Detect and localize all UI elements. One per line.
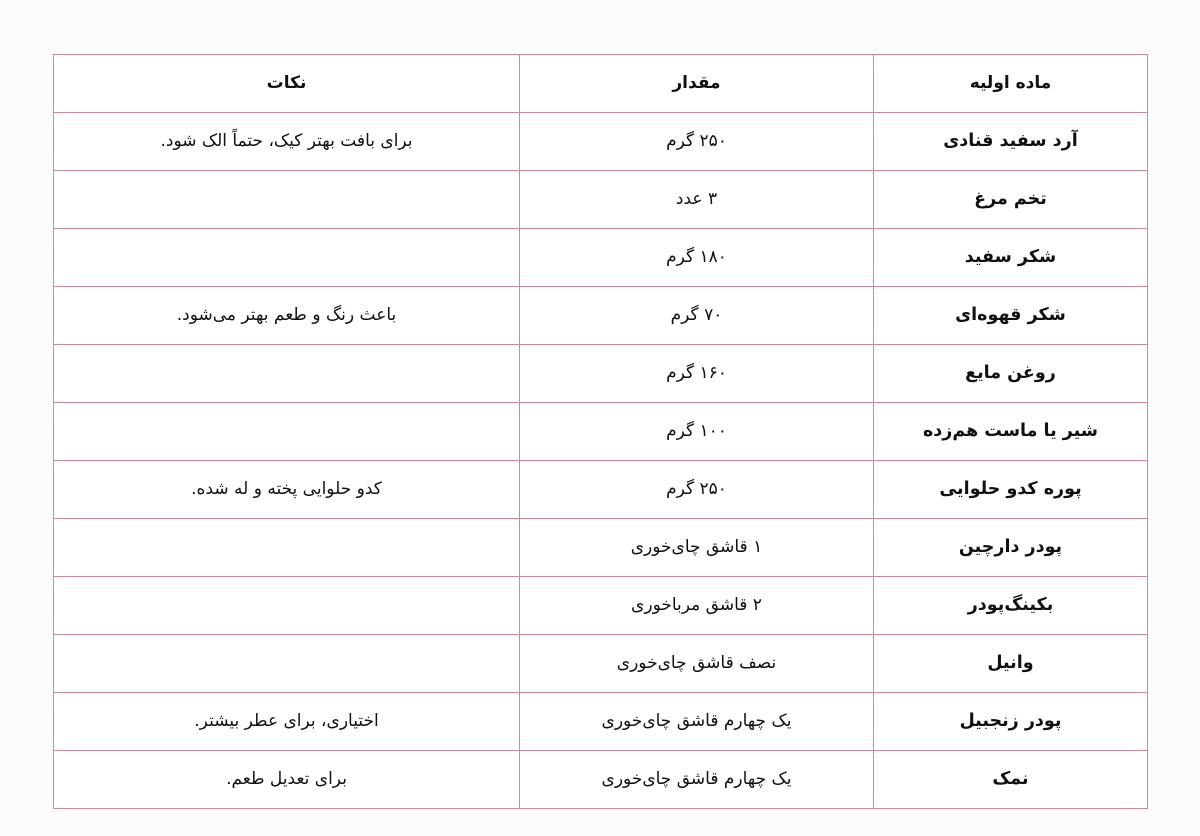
table-row — [54, 635, 1148, 693]
ingredient-cell: شکر سفید — [874, 229, 1148, 287]
header-row — [54, 55, 1148, 113]
ingredient-cell: نمک — [874, 751, 1148, 809]
amount-cell: ۷۰ گرم — [520, 287, 874, 345]
table-row — [54, 113, 1148, 171]
table-header — [54, 55, 1148, 113]
table-row — [54, 345, 1148, 403]
header-amount: مقدار — [520, 55, 874, 113]
notes-cell: باعث رنگ و طعم بهتر می‌شود. — [54, 287, 520, 345]
ingredient-cell: وانیل — [874, 635, 1148, 693]
table-body — [54, 113, 1148, 809]
notes-cell — [54, 229, 520, 287]
notes-cell — [54, 577, 520, 635]
amount-cell: ۱۸۰ گرم — [520, 229, 874, 287]
amount-cell: یک چهارم قاشق چای‌خوری — [520, 693, 874, 751]
amount-cell: ۱۶۰ گرم — [520, 345, 874, 403]
ingredient-cell: پوره کدو حلوایی — [874, 461, 1148, 519]
amount-cell: ۱۰۰ گرم — [520, 403, 874, 461]
table-row — [54, 461, 1148, 519]
ingredient-cell: شیر یا ماست هم‌زده — [874, 403, 1148, 461]
table-row — [54, 693, 1148, 751]
amount-cell: نصف قاشق چای‌خوری — [520, 635, 874, 693]
table-row — [54, 751, 1148, 809]
amount-cell: ۲ قاشق مرباخوری — [520, 577, 874, 635]
notes-cell — [54, 171, 520, 229]
ingredient-cell: بکینگ‌پودر — [874, 577, 1148, 635]
amount-cell: ۲۵۰ گرم — [520, 461, 874, 519]
ingredients-table — [53, 54, 1148, 809]
table-row — [54, 577, 1148, 635]
notes-cell — [54, 519, 520, 577]
ingredient-cell: پودر دارچین — [874, 519, 1148, 577]
notes-cell: اختیاری، برای عطر بیشتر. — [54, 693, 520, 751]
ingredient-cell: روغن مایع — [874, 345, 1148, 403]
ingredient-cell: آرد سفید قنادی — [874, 113, 1148, 171]
notes-cell: کدو حلوایی پخته و له شده. — [54, 461, 520, 519]
amount-cell: ۲۵۰ گرم — [520, 113, 874, 171]
amount-cell: ۳ عدد — [520, 171, 874, 229]
table-row — [54, 519, 1148, 577]
ingredient-cell: شکر قهوه‌ای — [874, 287, 1148, 345]
amount-cell: یک چهارم قاشق چای‌خوری — [520, 751, 874, 809]
header-notes: نکات — [54, 55, 520, 113]
notes-cell — [54, 635, 520, 693]
notes-cell — [54, 403, 520, 461]
ingredients-table-container — [53, 54, 1147, 808]
notes-cell: برای تعدیل طعم. — [54, 751, 520, 809]
ingredient-cell: تخم مرغ — [874, 171, 1148, 229]
ingredient-cell: پودر زنجبیل — [874, 693, 1148, 751]
table-row — [54, 403, 1148, 461]
table-row — [54, 287, 1148, 345]
header-ingredient: ماده اولیه — [874, 55, 1148, 113]
notes-cell: برای بافت بهتر کیک، حتماً الک شود. — [54, 113, 520, 171]
table-row — [54, 171, 1148, 229]
table-row — [54, 229, 1148, 287]
amount-cell: ۱ قاشق چای‌خوری — [520, 519, 874, 577]
notes-cell — [54, 345, 520, 403]
